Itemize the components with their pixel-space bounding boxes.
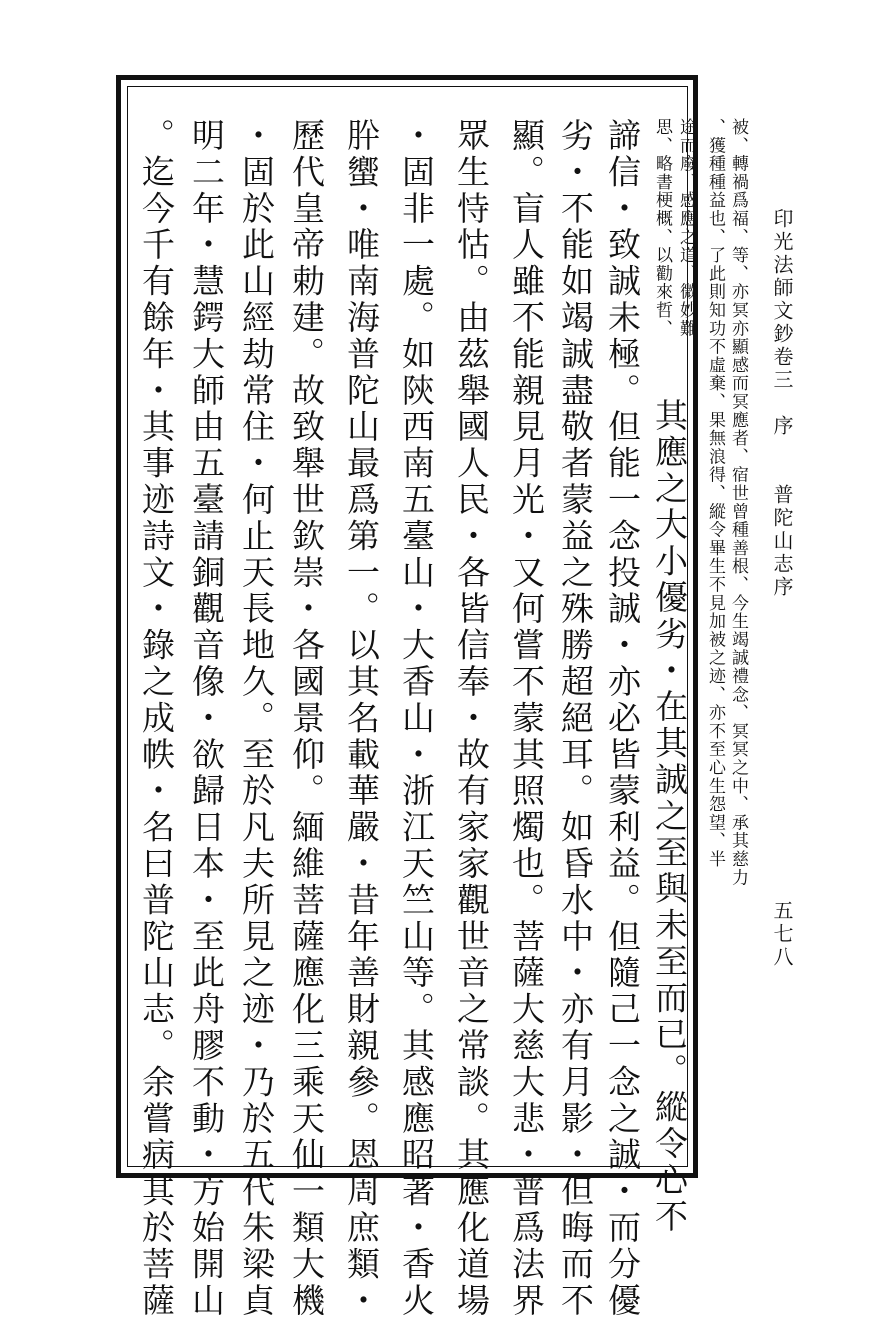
page-number: 五七八 <box>770 900 794 969</box>
annotation-line: 、獲種種益也、了此則知功不虛棄、果無浪得、縱令畢生不見加被之迹、亦不至心生怨望、半 <box>705 118 725 869</box>
main-text-line: 其應之大小優劣・在其誠之至與未至而已。縱令心不 <box>650 398 689 1236</box>
main-text-line: ・固非一處。如陝西南五臺山・大香山・浙江天竺山等。其感應昭著・香火 <box>397 118 436 1319</box>
main-text-line: 肸蠁・唯南海普陀山最爲第一。以其名載華嚴・昔年善財親參。恩周庶類・ <box>342 118 381 1319</box>
running-title: 印光法師文鈔卷三 序 普陀山志序 <box>770 208 794 599</box>
annotation-line: 途而廢、感應之道、微妙難 <box>676 118 696 338</box>
annotation-line: 被、轉禍爲福、等、亦冥亦顯感而冥應者、宿世曾種善根、今生竭誠禮念、冥冥之中、承其慈力 <box>728 118 748 887</box>
main-text-line: 明二年・慧鍔大師由五臺請銅觀音像・欲歸日本・至此舟膠不動・方始開山 <box>187 118 226 1319</box>
main-text-line: 顯。盲人雖不能親見月光・又何嘗不蒙其照燭也。菩薩大慈大悲・普爲法界 <box>507 118 546 1319</box>
main-text-line: 歷代皇帝勅建。故致舉世欽崇・各國景仰。緬維菩薩應化三乘天仙一類大機 <box>287 118 326 1319</box>
main-text-line: 諦信・致誠未極。但能一念投誠・亦必皆蒙利益。但隨己一念之誠・而分優 <box>603 118 642 1319</box>
main-text-line: 。迄今千有餘年・其事迹詩文・錄之成帙・名曰普陀山志。余嘗病其於菩薩 <box>137 118 176 1319</box>
main-text-line: ・固於此山經劫常住・何止天長地久。至於凡夫所見之迹・乃於五代朱梁貞 <box>237 118 276 1319</box>
main-text-line: 劣・不能如竭誠盡敬者蒙益之殊勝超絕耳。如昏水中・亦有月影・但晦而不 <box>556 118 595 1319</box>
annotation-line: 思、略書梗概、以勸來哲、 <box>652 118 672 338</box>
main-text-line: 眾生恃怙。由茲舉國人民・各皆信奉・故有家家觀世音之常談。其應化道場 <box>452 118 491 1319</box>
